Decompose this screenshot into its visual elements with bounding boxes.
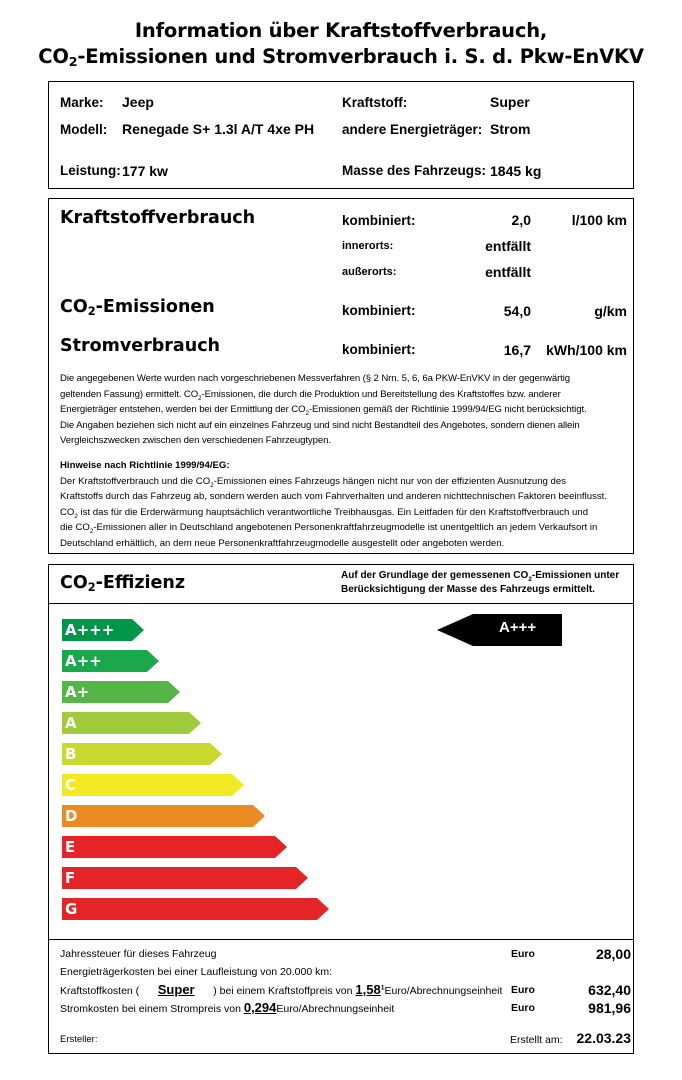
efficiency-bar-label: A xyxy=(65,714,77,732)
title-line1: Information über Kraftstoffverbrauch, xyxy=(134,19,548,42)
co2-emissionen-heading: $CO_2$-Emissionen xyxy=(60,297,215,318)
steuer-value: 28,00 xyxy=(595,946,631,962)
co2-effizienz-heading: $CO_2$-Effizienz xyxy=(60,573,186,594)
efficiency-bar-label: G xyxy=(65,900,78,918)
efficiency-bar-a xyxy=(62,712,201,734)
kraftstoffkosten-currency: Euro xyxy=(511,984,535,996)
efficiency-bar-b xyxy=(62,743,222,765)
stromkosten-value: 981,96 xyxy=(588,1000,631,1016)
marke-label: Marke: xyxy=(60,95,104,110)
efficiency-bar-f xyxy=(62,867,308,889)
efficiency-bar-aplusplus xyxy=(62,650,159,672)
ausserorts-label: außerorts: xyxy=(342,266,397,278)
kraftstoffkosten-line: Kraftstoffkosten ( Super ) bei einem Kraftstoffpreis von 1,58$^1$Euro/Abrechnungseinheit xyxy=(60,982,503,997)
rating-label: A+++ xyxy=(499,619,537,636)
andere-label: andere Energieträger: xyxy=(342,122,483,137)
efficiency-divider xyxy=(49,603,633,604)
co2-unit: g/km xyxy=(594,303,627,319)
efficiency-bar-label: B xyxy=(65,745,77,763)
consumption-box xyxy=(48,198,634,554)
energie-label: Energieträgerkosten bei einer Laufleistung von 20.000 km: xyxy=(60,966,333,978)
kraftstoff-value: 2,0 xyxy=(511,212,531,228)
andere-value: Strom xyxy=(490,121,531,137)
co2-value: 54,0 xyxy=(503,303,531,319)
strom-unit: kWh/100 km xyxy=(546,342,627,358)
efficiency-bar-aplus xyxy=(62,681,180,703)
strom-value: 16,7 xyxy=(503,342,531,358)
steuer-currency: Euro xyxy=(511,948,535,960)
kraftstoff-label: Kraftstoff: xyxy=(342,95,408,110)
efficiency-box xyxy=(48,564,634,940)
leistung-value: 177 kw xyxy=(122,163,168,179)
hint-heading: Hinweise nach Richtlinie 1999/94/EG: xyxy=(60,460,230,471)
kraftstoff-kombiniert-label: kombiniert: xyxy=(342,213,416,228)
efficiency-bar-label: E xyxy=(65,838,76,856)
efficiency-bar-aplusplusplus xyxy=(62,619,144,641)
co2-kombiniert-label: kombiniert: xyxy=(342,303,416,318)
efficiency-bar-d xyxy=(62,805,265,827)
kraftstoffkosten-price: 1,58 xyxy=(355,982,381,997)
hint-text: Hinweise nach Richtlinie 1999/94/EG: Der Kraftstoffverbrauch und die $CO_2$-Emissionen eines Fahrzeugs hängen nicht nur von der effizienten Ausnutzung des Kraftstoffs durch das Fahrzeug ab, sondern werden auch vom Fahrverhalten und anderen nichttechnischen Faktoren beeinflusst. $CO_2$ ist das für die Erderwärmung hauptsächlich verantwortliche Treibhausgas. Ein Leitfaden für den Kraftstoffverbrauch und die $CO_2$-Emissionen aller in Deutschland angebotenen Personenkraftfahrzeugmodelle ist unentgeltlich an jedem Verkaufsort in Deutschland erhältlich, an dem neue Personenkraftfahrzeugmodelle ausgestellt oder angeboten werden. xyxy=(60,458,630,551)
efficiency-bar-label: D xyxy=(65,807,78,825)
strom-kombiniert-label: kombiniert: xyxy=(342,342,416,357)
masse-label: Masse des Fahrzeugs: xyxy=(342,163,487,178)
kraftstoff-unit: l/100 km xyxy=(571,212,627,228)
vehicle-info-box xyxy=(48,81,634,189)
erstellt-value: 22.03.23 xyxy=(576,1030,631,1046)
innerorts-label: innerorts: xyxy=(342,240,394,252)
efficiency-bar-label: C xyxy=(65,776,77,794)
disclaimer-text: Die angegebenen Werte wurden nach vorgeschriebenen Messverfahren (§ 2 Nrn. 5, 6, 6a PKW-EnVKV in der gegenwärtig geltenden Fassung) ermittelt. $CO_2$-Emissionen, die durch die Produktion und Bereitstellung des Kraftstoffes bzw. anderer Energieträger entstehen, werden bei der Ermittlung der $CO_2$-Emissionen gemäß der Richtlinie 1999/94/EG nicht berücksichtigt. Die Angaben beziehen sich nicht auf ein einzelnes Fahrzeug und sind nicht Bestandteil des Angebotes, sondern dienen allein Vergleichszwecken zwischen den verschiedenen Fahrzeugtypen. xyxy=(60,373,587,446)
marke-value: Jeep xyxy=(122,94,154,110)
masse-value: 1845 kg xyxy=(490,163,542,179)
efficiency-bar-g xyxy=(62,898,329,920)
kraftstoffkosten-fuel: Super xyxy=(157,982,195,997)
leistung-label: Leistung: xyxy=(60,163,121,178)
rating-arrow xyxy=(437,614,562,646)
efficiency-bar-label: F xyxy=(65,869,76,887)
innerorts-value: entfällt xyxy=(485,238,531,254)
efficiency-scale xyxy=(62,619,362,929)
ersteller-label: Ersteller: xyxy=(60,1034,98,1045)
ausserorts-value: entfällt xyxy=(485,264,531,280)
stromkosten-line: Stromkosten bei einem Strompreis von 0,294Euro/Abrechnungseinheit xyxy=(60,1000,395,1015)
erstellt-label: Erstellt am: xyxy=(510,1034,563,1046)
kraftstoff-value: Super xyxy=(490,94,530,110)
cost-box xyxy=(48,940,634,1054)
efficiency-bar-c xyxy=(62,774,244,796)
modell-value: Renegade S+ 1.3l A/T 4xe PH xyxy=(122,121,315,137)
title-line2: $CO_2$-Emissionen und Stromverbrauch i. S. d. Pkw-EnVKV xyxy=(38,45,644,69)
stromkosten-price: 0,294 xyxy=(243,1000,277,1015)
efficiency-bar-label: A++ xyxy=(65,652,102,670)
stromverbrauch-heading: Stromverbrauch xyxy=(60,336,221,356)
efficiency-bar-label: A+ xyxy=(65,683,90,701)
kraftstoffkosten-value: 632,40 xyxy=(588,982,631,998)
efficiency-basis-text: Auf der Grundlage der gemessenen $CO_2$-Emissionen unter Berücksichtigung der Masse des Fahrzeugs ermittelt. xyxy=(341,570,620,595)
steuer-label: Jahressteuer für dieses Fahrzeug xyxy=(60,948,217,960)
efficiency-bar-e xyxy=(62,836,287,858)
kraftstoffverbrauch-heading: Kraftstoffverbrauch xyxy=(60,208,256,228)
efficiency-bar-label: A+++ xyxy=(65,621,115,639)
stromkosten-currency: Euro xyxy=(511,1002,535,1014)
modell-label: Modell: xyxy=(60,122,108,137)
